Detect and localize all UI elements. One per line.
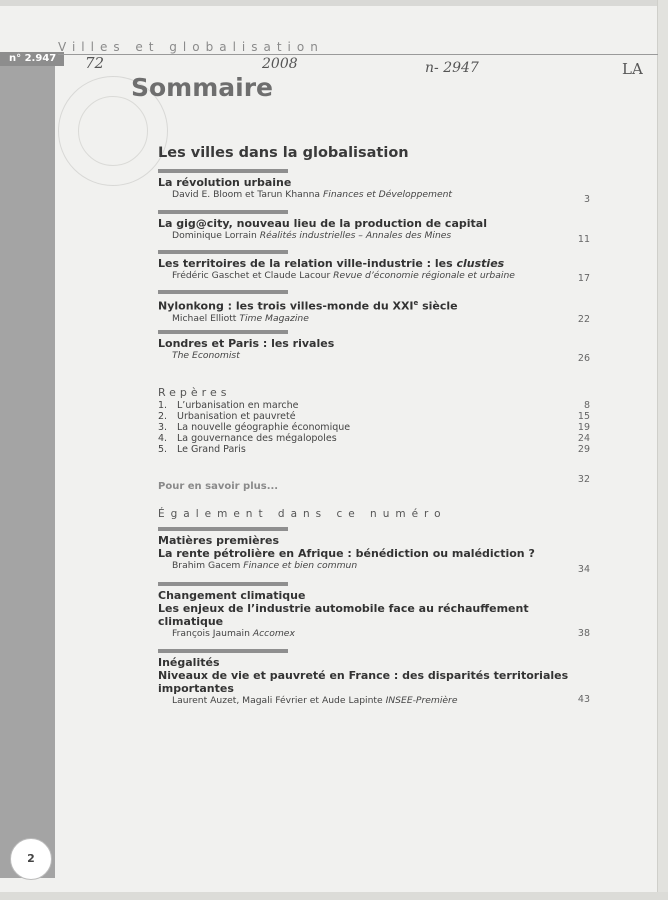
entry-rule [158,582,288,586]
article-author: Michael Elliott Time Magazine [172,312,309,324]
handwritten-issue: n- 2947 [425,60,479,76]
article-title: Les territoires de la relation ville-industrie : les clusties [158,257,505,270]
list-item: 3. La nouvelle géographie économique 19 [158,422,590,433]
article-author: François Jaumain Accomex [172,628,295,639]
page-ref: 38 [577,628,590,639]
page-ref: 17 [577,273,590,284]
page-ref: 22 [577,314,590,325]
handwritten-initials: LA [622,60,643,78]
article-title: Niveaux de vie et pauvreté en France : des disparités territoriales importantes [158,669,569,695]
article-rubric: Inégalités [158,656,220,669]
savoir-plus-label: Pour en savoir plus... [158,481,279,492]
article-rubric: Changement climatique [158,589,306,602]
savoir-plus-entry [158,474,590,493]
reperes-list [158,400,590,455]
page-ref: 43 [577,694,590,705]
page-ref: 26 [577,353,590,364]
handwritten-year: 2008 [262,56,298,72]
article-author: Laurent Auzet, Magali Février et Aude Lapinte INSEE-Première [172,695,458,706]
entry-rule [158,169,288,173]
toc-entry [158,649,590,707]
article-source: The Economist [172,350,240,361]
entry-rule [158,250,288,254]
article-title: La rente pétrolière en Afrique : bénédiction ou malédiction ? [158,547,535,560]
article-source: Finances et Développement [322,189,453,200]
article-source: Revue d’économie régionale et urbaine [333,270,515,281]
page-number: 2 [10,838,52,880]
scan-right-edge [657,0,668,900]
article-author [158,350,590,362]
article-rubric: Matières premières [158,534,280,547]
toc-entry [158,290,590,325]
handwritten-note: 72 [85,54,105,72]
toc-entry [158,582,590,640]
entry-rule [158,330,288,334]
entry-rule [158,527,288,531]
series-title: Villes et globalisation [58,40,324,54]
article-title: La gig@city, nouveau lieu de la production de capital [158,217,487,230]
article-source: Time Magazine [239,312,309,324]
article-source: Réalités industrielles – Annales des Mines [259,230,452,241]
article-title: Les enjeux de l’industrie automobile face au réchauffement climatique [158,602,529,628]
article-source: Accomex [252,628,295,639]
egalement-heading: Également dans ce numéro [158,508,447,520]
gray-sidebar-band [0,64,55,878]
scan-top-shadow [0,0,668,6]
entry-rule [158,210,288,214]
toc-entry [158,210,590,245]
page-ref: 32 [577,474,590,485]
list-item: 5. Le Grand Paris 29 [158,444,590,455]
library-stamp-inner-ring [78,96,148,166]
page-ref: 34 [577,564,590,575]
article-author: Brahim Gacem Finance et bien commun [172,560,358,571]
toc-entry [158,250,590,282]
section-title: Les villes dans la globalisation [158,145,409,161]
toc-entry [158,169,590,205]
entry-rule [158,290,288,294]
reperes-heading: Repères [158,386,231,399]
toc-entry [158,330,590,362]
list-item: 1. L’urbanisation en marche 8 [158,400,590,411]
article-title: La révolution urbaine [158,176,292,189]
header-rule [58,54,658,55]
list-item: 4. La gouvernance des mégalopoles 24 [158,433,590,444]
issue-number: n° 2.947 [0,52,64,66]
article-title: Nylonkong : les trois villes-monde du XXIe siècle [158,299,458,313]
article-source: INSEE-Première [385,695,458,706]
page-title: Sommaire [131,73,274,102]
entry-rule [158,649,288,653]
scan-bottom-edge [0,892,668,900]
list-item: 2. Urbanisation et pauvreté 15 [158,411,590,422]
article-source: Finance et bien commun [243,560,358,571]
article-author: David E. Bloom et Tarun Khanna Finances et Développement [172,189,453,200]
toc-entry [158,527,590,575]
article-author: Frédéric Gaschet et Claude Lacour Revue d’économie régionale et urbaine [172,270,515,281]
article-author: Dominique Lorrain Réalités industrielles – Annales des Mines [172,230,452,241]
page-ref: 11 [577,234,590,245]
page-ref: 3 [583,194,590,205]
article-title: Londres et Paris : les rivales [158,337,335,350]
